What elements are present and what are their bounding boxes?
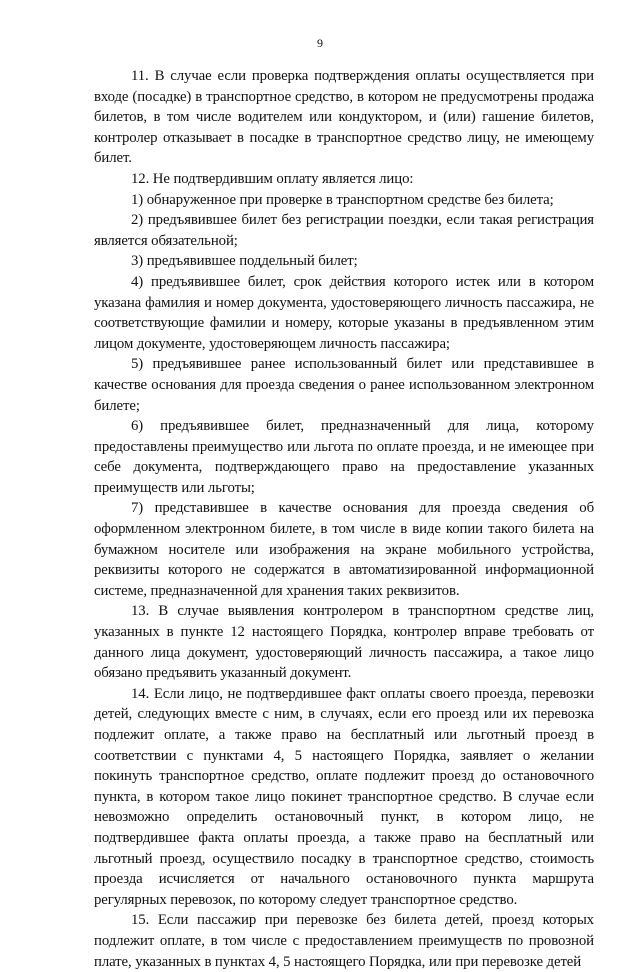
list-item-12-6: 6) предъявившее билет, предназначенный для лица, которому предоставлены преимущество или льгота по оплате проезда, и не имеющее при себе документа, подтверждающего право на предоставление указанных преимуществ или льготы; bbox=[94, 418, 594, 496]
paragraph-13: 13. В случае выявления контролером в транспортном средстве лиц, указанных в пункте 12 настоящего Порядка, контролер вправе требовать от данного лица документ, удостоверяющий личность пассажира, а такое лицо обязано предъявить указанный документ. bbox=[94, 603, 594, 682]
list-item-12-4: 4) предъявившее билет, срок действия которого истек или в котором указана фамилия и номер документа, удостоверяющего личность пассажира, не соответствующие фамилии и номеру, которые указаны в предъявленном этим лицом документе, удостоверяющем личность пассажира; bbox=[94, 273, 594, 352]
document-body bbox=[94, 66, 594, 972]
list-item-12-7: 7) представившее в качестве основания для проезда сведения об оформленном электронном билете, в том числе в виде копии такого билета на бумажном носителе или изображения на экране мобильного устройства, реквизиты которого не содержатся в автоматизированной информационной системе, предназначенной для хранения таких реквизитов. bbox=[94, 500, 594, 599]
paragraph-11: 11. В случае если проверка подтверждения оплаты осуществляется при входе (посадке) в транспортное средство, в котором не предусмотрены продажа билетов, в том числе водителем или кондуктором, и (или) гашение билетов, контролер отказывает в посадке в транспортное средство лицу, не имеющему билет. bbox=[94, 68, 594, 167]
list-item-12-2: 2) предъявившее билет без регистрации поездки, если такая регистрация является обязательной; bbox=[94, 212, 594, 249]
page-number: 9 bbox=[317, 36, 323, 50]
paragraph-12: 12. Не подтвердившим оплату является лицо: bbox=[131, 170, 414, 187]
list-item-12-1: 1) обнаруженное при проверке в транспортном средстве без билета; bbox=[131, 191, 554, 208]
list-item-12-3: 3) предъявившее поддельный билет; bbox=[131, 253, 358, 270]
list-item-12-5: 5) предъявившее ранее использованный билет или представившее в качестве основания для проезда сведения о ранее использованном электронном билете; bbox=[94, 356, 594, 414]
paragraph-15: 15. Если пассажир при перевозке без билета детей, проезд которых подлежит оплате, в том числе с предоставлением преимуществ по провозной плате, указанных в пунктах 4, 5 настоящего Порядка, или при перевозке детей bbox=[94, 912, 594, 970]
paragraph-14: 14. Если лицо, не подтвердившее факт оплаты своего проезда, перевозки детей, следующих вместе с ним, в случаях, если его проезд или их перевозка подлежит оплате, а также право на бесплатный или льготный проезд в соответствии с пунктами 4, 5 настоящего Порядка, заявляет о желании покинуть транспортное средство, оплате подлежит проезд до остановочного пункта, в котором такое лицо покинет транспортное средство. В случае если невозможно определить остановочный пункт, в котором лицо, не подтвердившее факта оплаты проезда, а также право на бесплатный или льготный проезд, осуществило посадку в транспортное средство, стоимость проезда исчисляется от начального остановочного пункта маршрута регулярных перевозок, по которому следует транспортное средство. bbox=[94, 685, 594, 908]
